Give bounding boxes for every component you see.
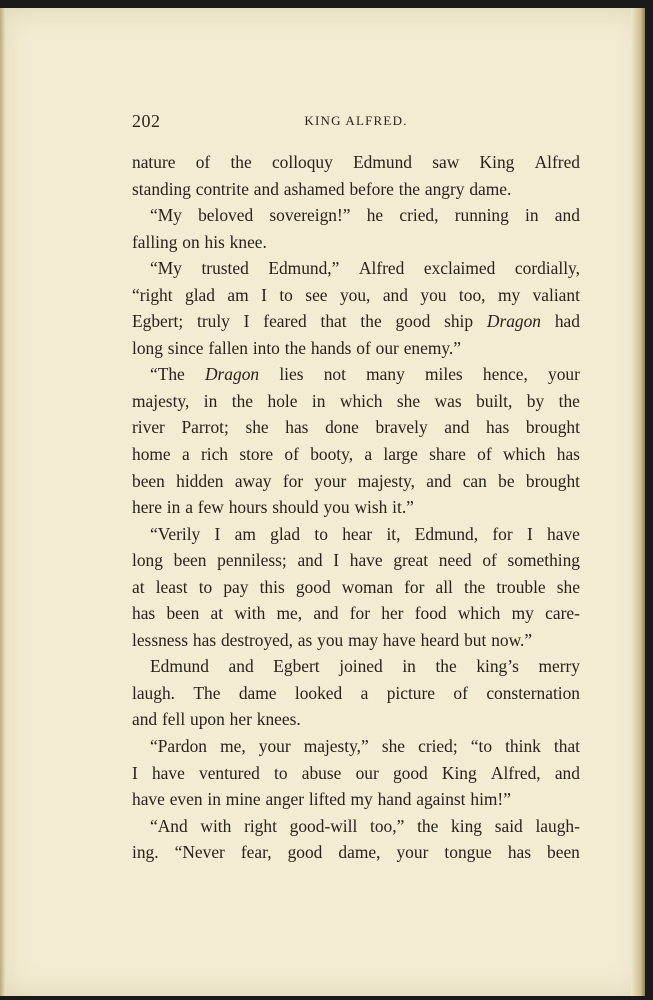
word: the xyxy=(231,390,254,411)
word: have xyxy=(382,629,416,650)
word: care- xyxy=(545,603,580,624)
word: “to xyxy=(470,736,493,757)
word: and xyxy=(382,284,408,305)
word: dame, xyxy=(338,842,381,863)
word: mine xyxy=(225,789,261,810)
word: hence, xyxy=(482,364,528,385)
word: I xyxy=(243,311,250,332)
word: cried; xyxy=(418,736,458,757)
word: which xyxy=(457,603,501,624)
page-number: 202 xyxy=(132,111,161,131)
running-head: KING ALFRED. xyxy=(304,113,408,128)
word: good-will xyxy=(289,815,358,836)
word: consternation xyxy=(486,682,580,703)
word: the xyxy=(230,152,252,172)
word: hand xyxy=(377,789,412,810)
word: I xyxy=(333,550,340,571)
text-line xyxy=(132,786,580,813)
word: for xyxy=(349,603,371,624)
word: even xyxy=(169,789,203,810)
word: built, xyxy=(476,390,513,411)
word: of xyxy=(356,337,371,358)
word: be xyxy=(498,470,515,491)
word: the xyxy=(417,815,439,836)
word: see xyxy=(305,284,328,305)
word: and xyxy=(313,603,339,624)
word: dame xyxy=(238,682,277,703)
word: has xyxy=(556,444,580,465)
word: against xyxy=(416,789,466,810)
word: the xyxy=(398,178,420,199)
text-line xyxy=(132,229,580,256)
word: “The xyxy=(150,364,185,385)
word: angry xyxy=(424,178,465,199)
word: into xyxy=(252,337,280,358)
word: hear xyxy=(342,523,373,544)
word: laugh- xyxy=(535,815,580,836)
word: “Verily xyxy=(150,523,201,544)
word: “And xyxy=(150,815,188,836)
word: he xyxy=(366,205,384,226)
text-line xyxy=(132,733,580,760)
word: her xyxy=(229,709,252,730)
word: my xyxy=(497,284,521,305)
word: I xyxy=(261,284,267,305)
word: joined xyxy=(339,656,383,677)
word: has xyxy=(192,629,217,650)
word: all xyxy=(435,576,453,597)
word: lessness xyxy=(132,629,189,650)
word: bravely xyxy=(375,417,428,438)
text-line xyxy=(132,441,580,468)
word: our xyxy=(355,762,379,783)
word: anger xyxy=(265,789,305,810)
text-line xyxy=(132,839,580,866)
word: “Never xyxy=(174,842,225,863)
word: to xyxy=(314,523,328,544)
word: our xyxy=(375,337,399,358)
word: been xyxy=(132,470,165,491)
word: the xyxy=(284,337,306,358)
word: fell xyxy=(161,709,186,730)
word: have xyxy=(547,523,580,544)
word: has xyxy=(486,417,510,438)
word: my xyxy=(350,789,373,810)
word: and xyxy=(554,762,580,783)
word: a xyxy=(181,444,190,465)
word: hidden xyxy=(176,470,224,491)
page-binding-edge xyxy=(0,8,6,996)
word: on xyxy=(182,231,200,252)
word: in xyxy=(525,205,539,226)
word: exclaimed xyxy=(423,258,496,279)
word: have xyxy=(151,762,185,783)
text-line xyxy=(132,521,580,548)
word: Edmund, xyxy=(414,523,479,544)
word: too,” xyxy=(370,815,405,836)
word: Edmund xyxy=(150,656,209,677)
word: for xyxy=(492,523,513,544)
word: ventured xyxy=(199,762,260,783)
word: the xyxy=(558,390,580,411)
word: him!” xyxy=(470,789,511,810)
word: feared xyxy=(263,311,307,332)
word: been xyxy=(547,842,580,863)
word: many xyxy=(366,364,405,385)
text-line xyxy=(132,547,580,574)
text-line xyxy=(132,653,580,680)
word: not xyxy=(323,364,346,385)
word: she xyxy=(245,417,269,438)
word: you xyxy=(420,284,447,305)
word: falling xyxy=(132,231,178,252)
word: need xyxy=(438,550,472,571)
word: to xyxy=(274,762,288,783)
word: of xyxy=(453,682,468,703)
word: the xyxy=(464,576,486,597)
text-line xyxy=(132,600,580,627)
word: beloved xyxy=(198,205,254,226)
word: you xyxy=(323,497,350,518)
word: your xyxy=(548,364,580,385)
word: she xyxy=(556,576,580,597)
word: has xyxy=(132,603,156,624)
word: at xyxy=(210,603,224,624)
word: but xyxy=(464,629,487,650)
word: right xyxy=(244,815,277,836)
word: too, xyxy=(458,284,486,305)
word: King xyxy=(479,152,515,172)
word: nature xyxy=(132,152,176,172)
italic-word: Dragon xyxy=(204,364,260,385)
word: hands xyxy=(310,337,352,358)
text-line xyxy=(132,680,580,707)
word: and xyxy=(132,709,158,730)
word: in xyxy=(402,656,416,677)
text-line xyxy=(132,255,580,282)
text-line xyxy=(132,388,580,415)
word: lifted xyxy=(308,789,346,810)
word: Alfred xyxy=(358,258,405,279)
text-line xyxy=(132,202,580,229)
word: may xyxy=(348,629,379,650)
word: majesty,” xyxy=(303,736,369,757)
word: food xyxy=(414,603,447,624)
page-header xyxy=(132,111,580,133)
word: miles xyxy=(425,364,463,385)
word: tongue xyxy=(444,842,492,863)
word: “Pardon xyxy=(150,736,207,757)
word: majesty, xyxy=(357,470,415,491)
word: wish xyxy=(354,497,388,518)
word: rich xyxy=(200,444,229,465)
word: had xyxy=(554,311,580,332)
word: am xyxy=(234,523,256,544)
word: sovereign!” xyxy=(269,205,351,226)
word: ing. xyxy=(132,842,159,863)
word: woman xyxy=(341,576,393,597)
word: since xyxy=(167,337,204,358)
text-line xyxy=(132,414,580,441)
word: ship xyxy=(444,311,474,332)
word: lies xyxy=(279,364,304,385)
word: been xyxy=(166,603,200,624)
word: good xyxy=(395,311,431,332)
word: great xyxy=(393,550,429,571)
word: to xyxy=(198,576,213,597)
book-page xyxy=(0,8,645,996)
word: good xyxy=(295,576,331,597)
word: done xyxy=(325,417,359,438)
word: which xyxy=(502,444,546,465)
word: glad xyxy=(185,284,215,305)
word: have xyxy=(132,789,165,810)
word: think xyxy=(505,736,541,757)
word: your xyxy=(396,842,429,863)
word: her xyxy=(381,603,404,624)
word: enemy.” xyxy=(403,337,461,358)
word: brought xyxy=(525,470,580,491)
word: good xyxy=(287,842,323,863)
word: store xyxy=(239,444,274,465)
text-line xyxy=(132,706,580,733)
word: a xyxy=(360,682,369,703)
word: something xyxy=(507,550,580,571)
word: booty, xyxy=(310,444,354,465)
word: glad xyxy=(270,523,301,544)
word: I xyxy=(526,523,533,544)
italic-word: Dragon xyxy=(486,311,541,332)
word: away xyxy=(234,470,272,491)
word: should xyxy=(272,497,319,518)
word: knee. xyxy=(229,231,267,252)
body-text xyxy=(132,149,580,866)
word: fallen xyxy=(208,337,248,358)
word: and xyxy=(554,205,580,226)
word: hole xyxy=(267,390,298,411)
word: in xyxy=(311,390,326,411)
text-line xyxy=(132,176,580,203)
word: “My xyxy=(150,205,182,226)
word: have xyxy=(349,550,383,571)
word: in xyxy=(166,497,181,518)
word: cried, xyxy=(399,205,439,226)
word: Edmund xyxy=(353,152,412,172)
word: and xyxy=(444,417,470,438)
word: your xyxy=(258,736,291,757)
word: the xyxy=(360,311,382,332)
word: Edmund,” xyxy=(268,258,340,279)
word: his xyxy=(204,231,225,252)
word: knees. xyxy=(256,709,301,730)
word: it, xyxy=(386,523,401,544)
word: was xyxy=(434,390,462,411)
word: of xyxy=(284,444,299,465)
word: “right xyxy=(132,284,173,305)
word: Alfred xyxy=(534,152,580,172)
word: laugh. xyxy=(132,682,175,703)
word: fear, xyxy=(240,842,272,863)
text-line xyxy=(132,813,580,840)
word: I xyxy=(214,523,221,544)
word: a xyxy=(185,497,193,518)
word: the xyxy=(435,656,457,677)
word: of xyxy=(477,444,492,465)
word: upon xyxy=(190,709,225,730)
word: to xyxy=(279,284,293,305)
word: this xyxy=(259,576,285,597)
word: am xyxy=(227,284,249,305)
word: river xyxy=(132,417,165,438)
word: I xyxy=(132,762,138,783)
word: ashamed xyxy=(283,178,345,199)
word: in xyxy=(203,390,218,411)
word: penniless; xyxy=(217,550,287,571)
word: long xyxy=(132,337,163,358)
word: heard xyxy=(420,629,460,650)
word: in xyxy=(207,789,221,810)
word: said xyxy=(494,815,523,836)
text-line xyxy=(132,468,580,495)
word: has xyxy=(285,417,309,438)
word: and xyxy=(228,656,254,677)
word: pay xyxy=(223,576,249,597)
word: king xyxy=(451,815,482,836)
word: of xyxy=(482,550,497,571)
word: at xyxy=(132,576,145,597)
word: king’s xyxy=(476,656,519,677)
word: as xyxy=(297,629,313,650)
word: trouble xyxy=(496,576,546,597)
word: my xyxy=(511,603,534,624)
word: large xyxy=(383,444,418,465)
word: she xyxy=(396,390,421,411)
word: Egbert; xyxy=(132,311,184,332)
word: it.” xyxy=(392,497,414,518)
word: truly xyxy=(197,311,230,332)
word: me, xyxy=(220,736,246,757)
word: The xyxy=(193,682,221,703)
word: and xyxy=(426,470,452,491)
word: me, xyxy=(276,603,303,624)
word: “My xyxy=(150,258,182,279)
word: and xyxy=(297,550,323,571)
word: good xyxy=(392,762,428,783)
word: by xyxy=(526,390,545,411)
text-line xyxy=(132,361,580,388)
word: with xyxy=(234,603,266,624)
word: your xyxy=(314,470,347,491)
word: for xyxy=(404,576,425,597)
word: valiant xyxy=(532,284,580,305)
text-line xyxy=(132,574,580,601)
word: which xyxy=(339,390,383,411)
text-line xyxy=(132,282,580,309)
word: that xyxy=(320,311,347,332)
word: you, xyxy=(339,284,371,305)
text-line xyxy=(132,149,580,176)
word: can xyxy=(462,470,487,491)
word: colloquy xyxy=(271,152,333,172)
page-outer-edge xyxy=(631,8,645,996)
word: cordially, xyxy=(514,258,580,279)
word: saw xyxy=(432,152,460,172)
text-line xyxy=(132,308,580,335)
word: share xyxy=(429,444,466,465)
text-line xyxy=(132,494,580,521)
word: now.” xyxy=(491,629,533,650)
word: dame. xyxy=(469,178,512,199)
word: standing xyxy=(132,178,191,199)
word: a xyxy=(364,444,373,465)
word: least xyxy=(155,576,188,597)
word: King xyxy=(441,762,477,783)
word: Parrot; xyxy=(181,417,229,438)
word: of xyxy=(195,152,211,172)
word: looked xyxy=(294,682,343,703)
word: before xyxy=(349,178,394,199)
word: Alfred, xyxy=(490,762,541,783)
word: running xyxy=(454,205,509,226)
word: abuse xyxy=(301,762,342,783)
word: with xyxy=(200,815,232,836)
word: has xyxy=(507,842,531,863)
word: you xyxy=(317,629,344,650)
word: trusted xyxy=(201,258,249,279)
word: Egbert xyxy=(273,656,320,677)
word: few xyxy=(197,497,224,518)
word: that xyxy=(553,736,580,757)
word: for xyxy=(282,470,304,491)
word: contrite xyxy=(195,178,249,199)
text-line xyxy=(132,627,580,654)
word: long xyxy=(132,550,163,571)
word: hours xyxy=(228,497,268,518)
word: and xyxy=(253,178,279,199)
word: merry xyxy=(538,656,580,677)
word: been xyxy=(173,550,207,571)
word: brought xyxy=(525,417,580,438)
text-line xyxy=(132,760,580,787)
word: home xyxy=(132,444,171,465)
word: destroyed, xyxy=(220,629,293,650)
word: majesty, xyxy=(132,390,190,411)
text-line xyxy=(132,335,580,362)
word: she xyxy=(381,736,406,757)
word: picture xyxy=(386,682,436,703)
word: here xyxy=(132,497,162,518)
